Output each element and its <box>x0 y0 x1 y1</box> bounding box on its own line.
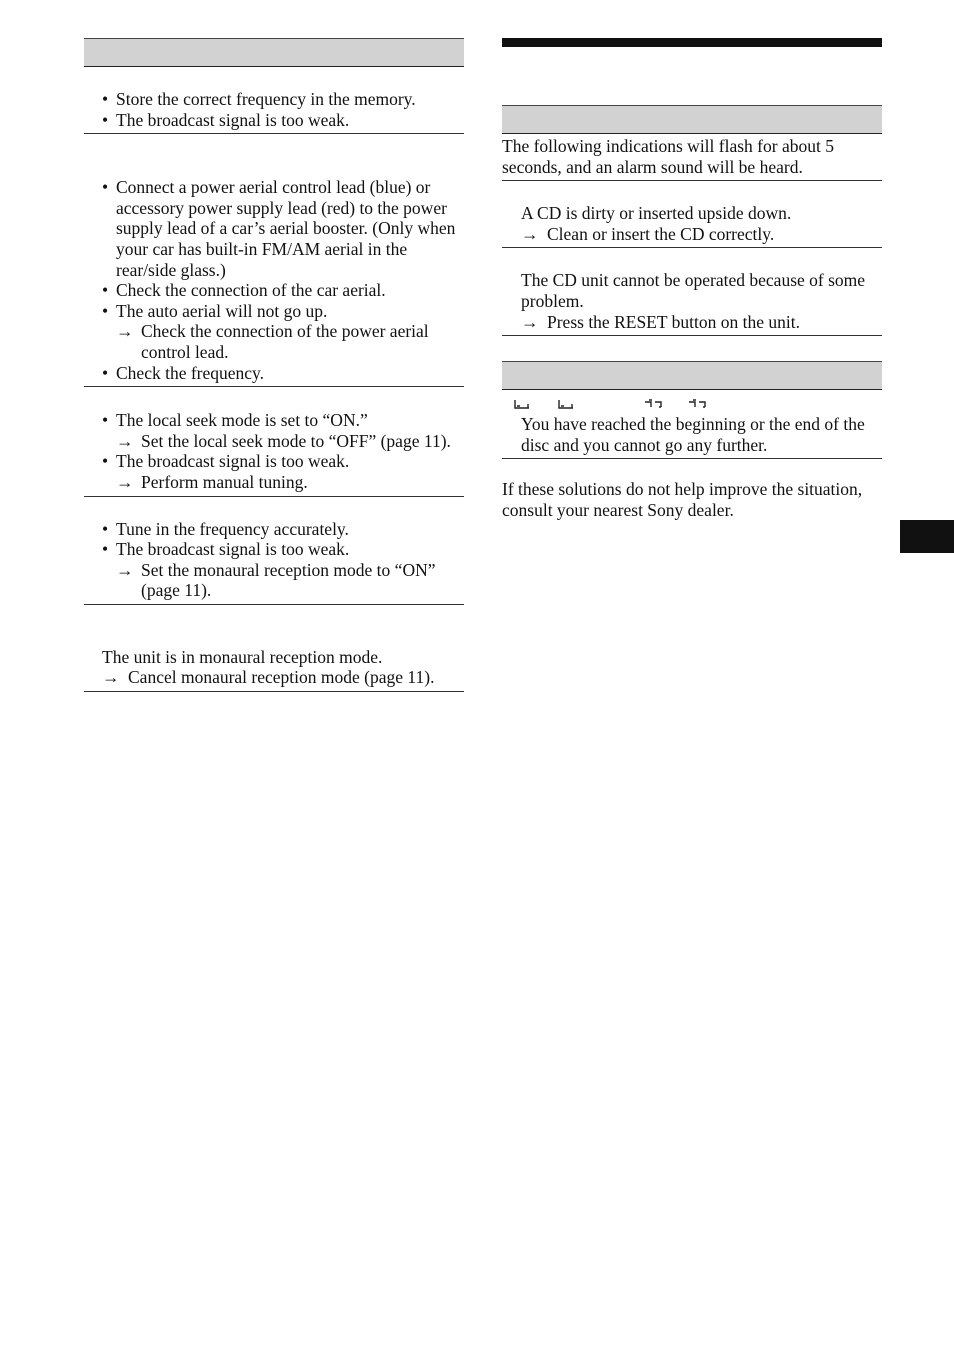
section-seek-stops <box>84 387 464 496</box>
section-header-band <box>84 38 464 67</box>
section-no-preset-tuning <box>84 67 464 134</box>
list-item: • The local seek mode is set to “ON.” <box>102 410 368 431</box>
list-item: • The auto aerial will not go up. <box>102 300 328 321</box>
remedy-line: → Set the local seek mode to “OFF” (page 11). <box>116 430 451 451</box>
section-st-flashes <box>84 605 464 692</box>
remedy-line: → Press the RESET button on the unit. <box>521 311 800 332</box>
cause-text: You have reached the beginning or the end of the disc and you cannot go any further. <box>521 414 865 455</box>
remedy-line: → Check the connection of the power aerial control lead. <box>116 321 429 362</box>
arrow-icon: → <box>116 321 134 342</box>
arrow-icon: → <box>521 223 539 244</box>
section-static-noise <box>84 497 464 605</box>
arrow-icon: → <box>116 430 134 451</box>
list-item: • Connect a power aerial control lead (blue) or accessory power supply lead (red) to the power supply lead of a car’s aerial booster. (Only when your car has built-in FM/AM aerial in the rear/side glass.) <box>102 177 456 280</box>
error-item-cd-unit <box>502 248 882 336</box>
bullet-list <box>84 410 464 492</box>
arrow-icon: → <box>102 667 120 688</box>
title-rule <box>502 38 882 47</box>
intro-block <box>502 134 882 181</box>
section-header-band <box>502 105 882 134</box>
cause-text: The unit is in monaural reception mode. <box>102 646 383 667</box>
list-item: • Check the connection of the car aerial. <box>102 280 386 301</box>
list-item: • Store the correct frequency in the memory. <box>102 89 416 109</box>
right-column <box>502 38 882 521</box>
error-item-cd-dirty <box>502 181 882 248</box>
lcd-display-icon <box>502 398 712 412</box>
remedy-line: → Cancel monaural reception mode (page 11). <box>102 667 435 688</box>
list-item: • The broadcast signal is too weak. <box>102 539 350 560</box>
cause-text: A CD is dirty or inserted upside down. <box>521 203 792 224</box>
arrow-icon: → <box>521 311 539 332</box>
list-item: • Tune in the frequency accurately. <box>102 518 349 539</box>
remedy-line: → Clean or insert the CD correctly. <box>521 223 775 244</box>
intro-text: The following indications will flash for about 5 seconds, and an alarm sound will be heard. <box>502 136 834 177</box>
message-item-disc-edge <box>502 398 882 459</box>
arrow-icon: → <box>116 559 134 580</box>
footer-block <box>502 459 882 520</box>
cause-text: The CD unit cannot be operated because of some problem. <box>521 270 866 311</box>
section-header-band <box>502 361 882 390</box>
bullet-list <box>84 519 464 601</box>
arrow-icon: → <box>116 471 134 492</box>
list-item: • The broadcast signal is too weak. <box>102 451 350 472</box>
bullet-list <box>84 89 464 130</box>
page-side-tab <box>900 520 954 553</box>
remedy-line: → Perform manual tuning. <box>116 471 308 492</box>
left-column <box>84 38 464 692</box>
remedy-line: → Set the monaural reception mode to “ON” (page 11). <box>116 559 436 601</box>
bullet-list <box>84 177 464 383</box>
footer-text: If these solutions do not help improve the situation, consult your nearest Sony dealer. <box>502 479 863 520</box>
list-item: • Check the frequency. <box>102 362 265 383</box>
section-no-automatic-tuning <box>84 134 464 387</box>
list-item: • The broadcast signal is too weak. <box>102 109 350 130</box>
